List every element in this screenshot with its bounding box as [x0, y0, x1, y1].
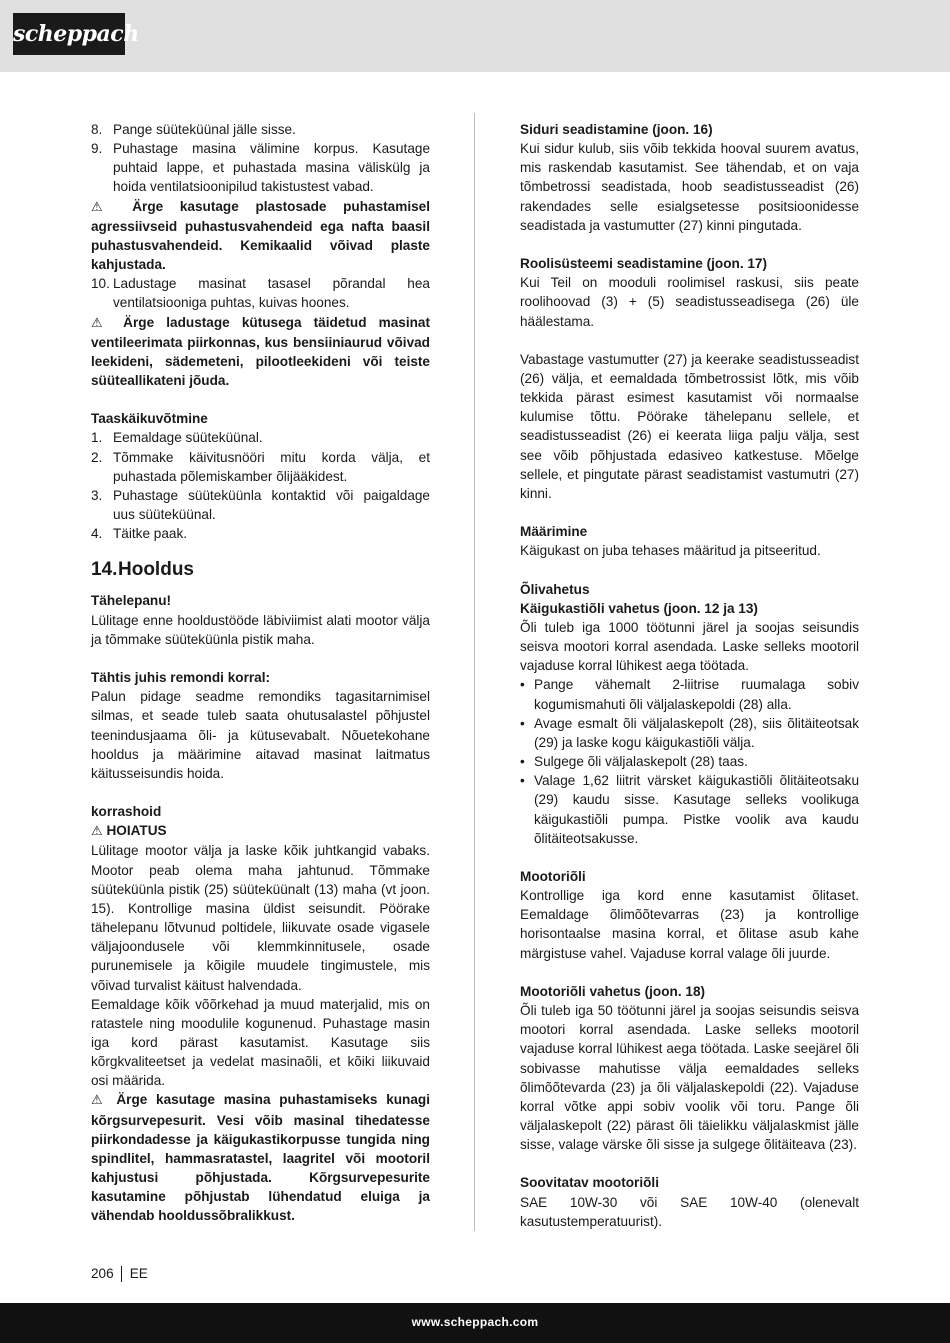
bullet-text: Pange vähemalt 2-liitrise ruumalaga sobiv kogumismahuti õli väljalaskepoldi (28) alla.: [534, 677, 859, 712]
bullet: •: [520, 677, 525, 693]
right-column: [520, 120, 859, 1231]
list-text: Pange süüteküünal jälle sisse.: [113, 122, 296, 137]
list-number: 8.: [91, 122, 103, 137]
list-item: [91, 428, 430, 447]
list-item: [91, 274, 430, 312]
website-link[interactable]: www.scheppach.com: [411, 1315, 539, 1329]
warning-paragraph: [91, 313, 430, 391]
recommended-oil-text: SAE 10W-30 või SAE 10W-40 (olenevalt kasutustemperatuurist).: [520, 1194, 859, 1229]
motor-oil-text: Kontrollige iga kord enne kasutamist õlitaset. Eemaldage õlimõõtevarras (23) ja kontrollige horisontaalse masina korral, et õlitase asub kahe märgistuse vahel. Vajaduse korral valage õli juurde.: [520, 888, 859, 961]
list-number: 9.: [91, 141, 103, 157]
list-item: [91, 120, 430, 139]
oil-heading: Õlivahetus: [520, 581, 590, 597]
steering-heading: Roolisüsteemi seadistamine (joon. 17): [520, 256, 768, 272]
motor-oil-change-text: Õli tuleb iga 50 töötunni järel ja soojas seisundis seisva mootori korral asendada. Laske selleks mootoril vajaduse korral lühikest aega töötada. Laske seejärel õli sobivasse mahutisse välja eemaldades selleks õlimõõtevarda (23) ja õli väljalaskepoldi (22). Vajaduse korral võtke appi sobiv voolik või toru. Pange õli väljalaskepolt (22) pärast õli täielikku väljalaskmist jälle sisse, valage värske õli sisse ja sulgege õlitäiteava (23).: [520, 1003, 859, 1153]
bullet-text: Avage esmalt õli väljalaskepolt (28), siis õlitäiteotsak (29) ja laske kogu käigukastiõli välja.: [534, 715, 859, 750]
bullet: •: [520, 754, 525, 770]
footer-separator: [121, 1266, 122, 1282]
list-text: Ladustage masinat tasasel põrandal hea ventilatsiooniga puhtas, kuivas hoones.: [113, 276, 430, 311]
bullet-item: [520, 771, 859, 848]
list-text: Tõmmake käivitusnööri mitu korda välja, et puhastada põlemiskamber õlijääkidest.: [113, 449, 430, 484]
bullet: •: [520, 773, 525, 789]
list-number: 4.: [91, 526, 103, 542]
warning-paragraph: [91, 197, 430, 275]
clutch-text: Kui sidur kulub, siis võib tekkida hooval suurem avatus, mis raskendab kasutamist. See tähendab, et on vaja tõmbetrossi seadistada, hoob seadistusseadist (26) rakendades selle esialgsetesse positsioonidesse seadistada ja vastumutter (27) kinni pingutada.: [520, 141, 859, 233]
page-number: 206: [91, 1266, 114, 1281]
list-text: Puhastage masina välimine korpus. Kasutage puhtaid lappe, et puhastada masina väliskülg ja hoida ventilatsioonipilud takistustest vabad.: [113, 141, 430, 195]
warning-text: Ärge kasutage plastosade puhastamisel agressiivseid puhastusvahendeid ega nafta baasil puhastusvahendeid. Kemikaalid võivad plaste kahjustada.: [91, 198, 431, 273]
steering-text: Vabastage vastumutter (27) ja keerake seadistusseadist (26) välja, et eemaldada tõmbetrossist lõtk, mis võib tekkida pärast esimest kasutamist või normaalse kulumise tõttu. Pöörake tähelepanu sellele, et seadistusseadist (26) ei keerata liiga palju välja, sest see võib põhjustada edasiveo katkestuse. Mõelge sellele, et pingutate pärast seadistamist vastumutri (27) kinni.: [520, 351, 859, 501]
warning-text: Ärge ladustage kütusega täidetud masinat ventileerimata piirkonnas, kus bensiiniaurud võivad leekideni, sädemeteni, pilootleekideni või teiste süüteallikateni jõuda.: [91, 314, 431, 389]
warning-paragraph: [91, 1090, 430, 1225]
steering-text: Kui Teil on mooduli roolimisel raskusi, siis peate roolihoovad (3) + (5) seadistusseadisega (26) üle häälestama.: [520, 275, 859, 329]
list-item: [91, 524, 430, 543]
upkeep-warning-label: [91, 821, 430, 841]
upkeep-text: Lülitage mootor välja ja laske kõik juhtkangid vabaks. Mootor peab olema maha jahtunud. Tõmmake süüteküünla pistik (25) süüteküünalt (13) maha (vt joon. 15). Kontrollige masina üldist seisundit. Pöörake tähelepanu lõtvunud poltidele, liikuvate osade vigasele väljajoondusele või klemmkinnitusele, osade purunemisele ja kõigile muudele tingimustele, mis võivad turvalist käitust halvendada.: [91, 843, 430, 993]
list-text: Eemaldage süüteküünal.: [113, 430, 263, 446]
section-number: 14.: [91, 559, 118, 581]
warning-triangle-icon: ⚠: [91, 1093, 108, 1109]
attention-heading: Tähelepanu!: [91, 593, 172, 609]
attention-text: Lülitage enne hooldustööde läbiviimist alati mootor välja ja tõmmake süüteküünla pistik maha.: [91, 612, 430, 647]
gear-oil-text: Õli tuleb iga 1000 töötunni järel ja soojas seisundis seisva mootori korral asendada. Laske selleks mootoril vajaduse korral lühikest aega töötada.: [520, 620, 859, 674]
section-title-text: Hooldus: [118, 559, 194, 581]
repair-heading: Tähtis juhis remondi korral:: [91, 670, 271, 686]
list-text: Täitke paak.: [113, 526, 188, 542]
gear-oil-heading: Käigukastiõli vahetus (joon. 12 ja 13): [520, 600, 758, 616]
lube-heading: Määrimine: [520, 524, 588, 540]
column-divider: [474, 113, 475, 1231]
upkeep-heading: korrashoid: [91, 804, 162, 820]
motor-oil-change-heading: Mootoriõli vahetus (joon. 18): [520, 983, 706, 999]
recommended-oil-heading: Soovitatav mootoriõli: [520, 1175, 659, 1191]
list-number: 2.: [91, 449, 103, 465]
page-footer-label: [91, 1265, 148, 1283]
lube-text: Käigukast on juba tehases määritud ja pitseeritud.: [520, 543, 821, 559]
bullet-text: Valage 1,62 liitrit värsket käigukastiõli õlitäiteotsaku (29) kaudu sisse. Kasutage selleks voolikuga käigukastiõli pumpa. Pistke voolik ava kaudu õlitäiteotsakusse.: [534, 773, 859, 846]
section-title: [91, 557, 430, 583]
list-text: Puhastage süüteküünla kontaktid või paigaldage uus süüteküünal.: [113, 487, 430, 523]
upkeep-text: Eemaldage kõik võõrkehad ja muud materjalid, mis on ratastele ning moodulile kogunenud. Puhastage masin iga kord pärast kasutamist. Kasutage siis kõrgkvaliteetset ja vedelat masinaõli, et kõiki liikuvaid osi määrida.: [91, 996, 430, 1089]
list-item: [91, 448, 430, 486]
bullet-item: [520, 752, 859, 771]
list-number: 3.: [91, 487, 103, 503]
list-number: 10.: [91, 276, 110, 292]
bullet-text: Sulgege õli väljalaskepolt (28) taas.: [534, 754, 748, 770]
language-code: EE: [129, 1266, 148, 1281]
repair-text: Palun pidage seadme remondiks tagasitarnimisel silmas, et seade tuleb saata ohutusalastel põhjustel teenindusjaama õli- ja kütusevabalt. Nõuetekohane hooldus ja määrimine aitavad masinat laitmatus käitusseisundis hoida.: [91, 689, 430, 781]
warning-triangle-icon: ⚠: [91, 315, 112, 331]
warning-text: Ärge kasutage masina puhastamiseks kunagi kõrgsurvepesurit. Vesi võib masinal tihedatesse piirkondadesse ja käigukastikorpusse tungida ning spindlitel, hammasratastel, laagritel või mootoril kahjustusi põhjustada. Kõrgsurvepesurite kasutamine põhjustab lühendatud eluiga ja vähendab hooldussõbralikkust.: [91, 1092, 431, 1224]
list-item: [91, 486, 430, 524]
left-column: [91, 120, 430, 1226]
header-band: [0, 0, 950, 72]
list-item: [91, 139, 430, 196]
clutch-heading: Siduri seadistamine (joon. 16): [520, 122, 713, 137]
bullet: •: [520, 715, 525, 731]
warning-triangle-icon: ⚠: [91, 199, 116, 215]
footer-bar: [0, 1303, 950, 1343]
restart-heading: Taaskäikuvõtmine: [91, 411, 208, 427]
motor-oil-heading: Mootoriõli: [520, 869, 586, 885]
warning-triangle-icon: ⚠: [91, 824, 103, 840]
bullet-item: [520, 714, 859, 752]
warning-label-text: HOIATUS: [106, 823, 167, 839]
scheppach-logo: scheppach: [13, 13, 125, 55]
bullet-item: [520, 675, 859, 713]
list-number: 1.: [91, 430, 103, 446]
